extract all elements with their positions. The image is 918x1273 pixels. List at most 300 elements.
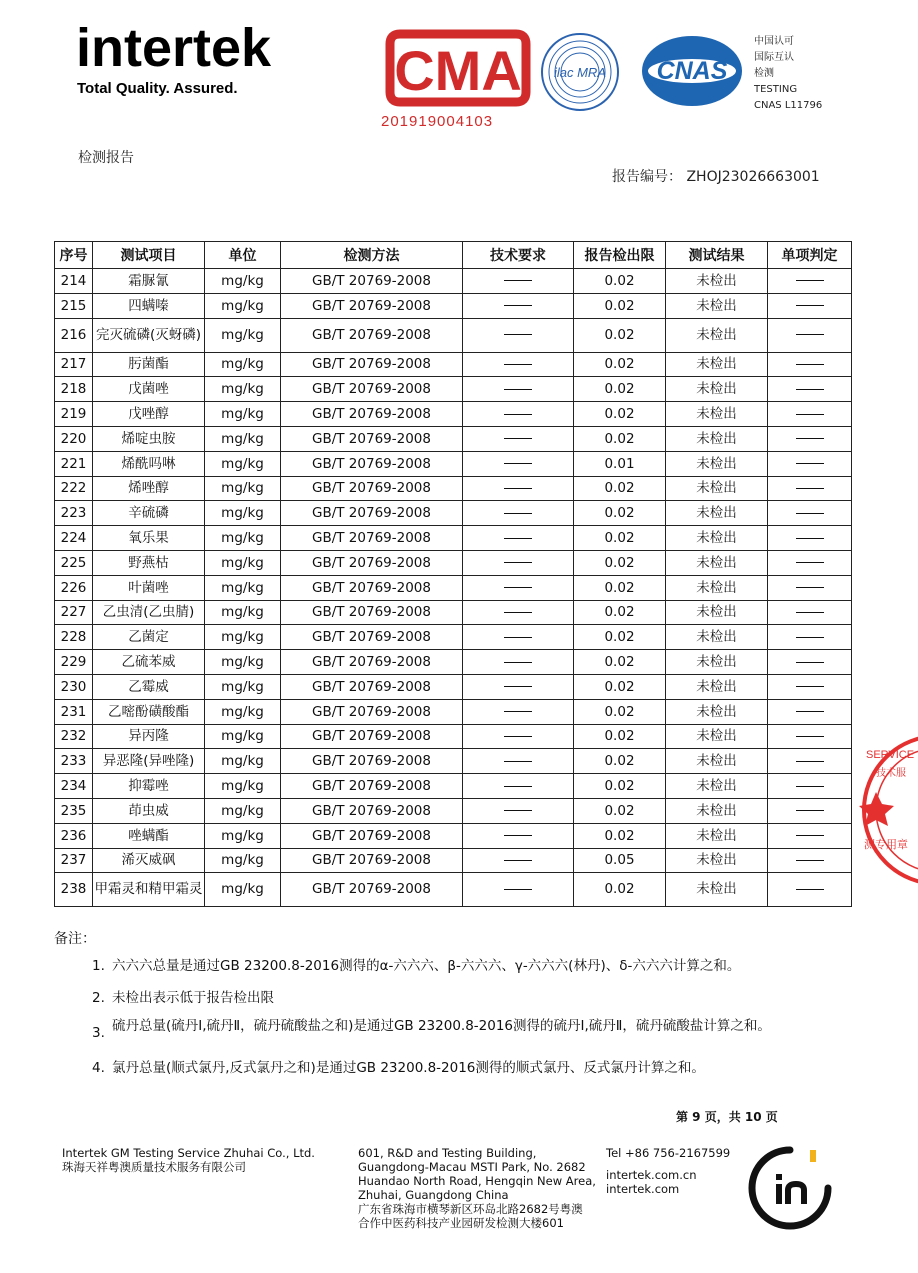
- dash-mark: [796, 538, 824, 539]
- note-item: [92, 1019, 852, 1041]
- dash-mark: [796, 736, 824, 737]
- test-method: GB/T 20769-2008: [281, 352, 463, 377]
- dash-mark: [796, 860, 824, 861]
- telephone: Tel +86 756-2167599: [606, 1146, 731, 1160]
- unit: mg/kg: [205, 798, 281, 823]
- intertek-tagline: Total Quality. Assured.: [77, 80, 238, 97]
- test-result: 未检出: [666, 451, 768, 476]
- test-method: GB/T 20769-2008: [281, 402, 463, 427]
- detection-limit: 0.02: [574, 402, 666, 427]
- results-table: [54, 241, 852, 907]
- item-judgement: [768, 674, 852, 699]
- row-number: 232: [55, 724, 93, 749]
- detection-limit: 0.02: [574, 501, 666, 526]
- row-number: 227: [55, 600, 93, 625]
- test-item: 肟菌酯: [93, 352, 205, 377]
- row-number: 229: [55, 650, 93, 675]
- dash-mark: [504, 562, 532, 563]
- cma-logo: [384, 28, 532, 108]
- table-row: [55, 501, 852, 526]
- unit: mg/kg: [205, 674, 281, 699]
- detection-limit: 0.02: [574, 873, 666, 907]
- unit: mg/kg: [205, 749, 281, 774]
- dash-mark: [796, 612, 824, 613]
- dash-mark: [504, 835, 532, 836]
- test-method: GB/T 20769-2008: [281, 600, 463, 625]
- company-seal-stamp: [858, 730, 918, 890]
- test-method: GB/T 20769-2008: [281, 873, 463, 907]
- test-method: GB/T 20769-2008: [281, 798, 463, 823]
- column-header: 报告检出限: [574, 242, 666, 269]
- ilac-label: ilac MRA: [553, 65, 607, 80]
- footer-address: [358, 1146, 596, 1230]
- test-method: GB/T 20769-2008: [281, 269, 463, 294]
- dash-mark: [796, 835, 824, 836]
- cnas-accreditation-text: [754, 34, 822, 114]
- detection-limit: 0.02: [574, 650, 666, 675]
- item-judgement: [768, 377, 852, 402]
- column-header: 单位: [205, 242, 281, 269]
- technical-requirement: [463, 501, 574, 526]
- dash-mark: [796, 364, 824, 365]
- technical-requirement: [463, 318, 574, 352]
- table-row: [55, 650, 852, 675]
- table-row: [55, 625, 852, 650]
- technical-requirement: [463, 402, 574, 427]
- item-judgement: [768, 798, 852, 823]
- detection-limit: 0.02: [574, 269, 666, 294]
- dash-mark: [504, 860, 532, 861]
- detection-limit: 0.02: [574, 749, 666, 774]
- technical-requirement: [463, 600, 574, 625]
- table-row: [55, 600, 852, 625]
- test-method: GB/T 20769-2008: [281, 318, 463, 352]
- cnas-text-line: 中国认可: [754, 36, 794, 47]
- technical-requirement: [463, 476, 574, 501]
- test-item: 烯酰吗啉: [93, 451, 205, 476]
- dash-mark: [796, 513, 824, 514]
- detection-limit: 0.02: [574, 600, 666, 625]
- item-judgement: [768, 269, 852, 294]
- test-method: GB/T 20769-2008: [281, 377, 463, 402]
- note-item: [92, 959, 852, 974]
- row-number: 235: [55, 798, 93, 823]
- dash-mark: [504, 736, 532, 737]
- row-number: 217: [55, 352, 93, 377]
- technical-requirement: [463, 575, 574, 600]
- item-judgement: [768, 526, 852, 551]
- item-judgement: [768, 476, 852, 501]
- test-item: 戊唑醇: [93, 402, 205, 427]
- unit: mg/kg: [205, 377, 281, 402]
- row-number: 230: [55, 674, 93, 699]
- item-judgement: [768, 293, 852, 318]
- test-result: 未检出: [666, 352, 768, 377]
- address-line: 合作中医药科技产业园研发检测大楼601: [358, 1216, 564, 1230]
- dash-mark: [504, 786, 532, 787]
- row-number: 231: [55, 699, 93, 724]
- item-judgement: [768, 749, 852, 774]
- item-judgement: [768, 699, 852, 724]
- row-number: 218: [55, 377, 93, 402]
- dash-mark: [504, 538, 532, 539]
- test-result: 未检出: [666, 526, 768, 551]
- website-link[interactable]: intertek.com.cn: [606, 1168, 697, 1182]
- detection-limit: 0.02: [574, 293, 666, 318]
- test-method: GB/T 20769-2008: [281, 625, 463, 650]
- dash-mark: [504, 711, 532, 712]
- test-result: 未检出: [666, 501, 768, 526]
- test-item: 霜脲氰: [93, 269, 205, 294]
- dash-mark: [504, 334, 532, 335]
- note-number: 4.: [92, 1060, 105, 1076]
- test-method: GB/T 20769-2008: [281, 293, 463, 318]
- detection-limit: 0.02: [574, 774, 666, 799]
- row-number: 228: [55, 625, 93, 650]
- table-row: [55, 550, 852, 575]
- technical-requirement: [463, 724, 574, 749]
- item-judgement: [768, 848, 852, 873]
- dash-mark: [504, 612, 532, 613]
- technical-requirement: [463, 774, 574, 799]
- test-method: GB/T 20769-2008: [281, 550, 463, 575]
- table-row: [55, 674, 852, 699]
- dash-mark: [796, 889, 824, 890]
- item-judgement: [768, 550, 852, 575]
- item-judgement: [768, 318, 852, 352]
- unit: mg/kg: [205, 293, 281, 318]
- dash-mark: [504, 637, 532, 638]
- unit: mg/kg: [205, 873, 281, 907]
- detection-limit: 0.02: [574, 526, 666, 551]
- test-item: 辛硫磷: [93, 501, 205, 526]
- dash-mark: [796, 637, 824, 638]
- test-item: 烯啶虫胺: [93, 426, 205, 451]
- unit: mg/kg: [205, 724, 281, 749]
- test-result: 未检出: [666, 318, 768, 352]
- unit: mg/kg: [205, 318, 281, 352]
- test-method: GB/T 20769-2008: [281, 774, 463, 799]
- note-number: 3.: [92, 1025, 105, 1041]
- cma-number: 201919004103: [381, 113, 494, 130]
- test-result: 未检出: [666, 699, 768, 724]
- note-text: 未检出表示低于报告检出限: [112, 990, 274, 1006]
- unit: mg/kg: [205, 823, 281, 848]
- table-row: [55, 402, 852, 427]
- dash-mark: [504, 389, 532, 390]
- column-header: 序号: [55, 242, 93, 269]
- row-number: 222: [55, 476, 93, 501]
- svg-text:技术服: 技术服: [876, 768, 906, 779]
- test-item: 完灭硫磷(灭蚜磷): [93, 318, 205, 352]
- test-method: GB/T 20769-2008: [281, 526, 463, 551]
- row-number: 234: [55, 774, 93, 799]
- column-header: 测试项目: [93, 242, 205, 269]
- row-number: 219: [55, 402, 93, 427]
- test-result: 未检出: [666, 426, 768, 451]
- dash-mark: [504, 488, 532, 489]
- column-header: 测试结果: [666, 242, 768, 269]
- test-method: GB/T 20769-2008: [281, 823, 463, 848]
- unit: mg/kg: [205, 451, 281, 476]
- ilac-mra-logo: [540, 32, 620, 112]
- test-result: 未检出: [666, 293, 768, 318]
- detection-limit: 0.02: [574, 575, 666, 600]
- table-row: [55, 377, 852, 402]
- row-number: 238: [55, 873, 93, 907]
- unit: mg/kg: [205, 476, 281, 501]
- table-row: [55, 873, 852, 907]
- technical-requirement: [463, 269, 574, 294]
- test-result: 未检出: [666, 674, 768, 699]
- svg-text:测专用章: 测专用章: [864, 838, 908, 851]
- test-result: 未检出: [666, 650, 768, 675]
- table-row: [55, 575, 852, 600]
- note-text: 硫丹总量(硫丹Ⅰ,硫丹Ⅱ，硫丹硫酸盐之和)是通过GB 23200.8-2016测得的硫丹Ⅰ,硫丹Ⅱ，硫丹硫酸盐计算之和。: [112, 1018, 771, 1034]
- table-row: [55, 724, 852, 749]
- technical-requirement: [463, 451, 574, 476]
- dash-mark: [796, 761, 824, 762]
- table-row: [55, 293, 852, 318]
- dash-mark: [796, 662, 824, 663]
- notes-label: 备注：: [54, 931, 96, 947]
- unit: mg/kg: [205, 402, 281, 427]
- unit: mg/kg: [205, 575, 281, 600]
- note-item: [92, 991, 852, 1006]
- detection-limit: 0.02: [574, 318, 666, 352]
- dash-mark: [796, 280, 824, 281]
- unit: mg/kg: [205, 269, 281, 294]
- note-number: 1.: [92, 958, 105, 974]
- row-number: 233: [55, 749, 93, 774]
- row-number: 221: [55, 451, 93, 476]
- test-method: GB/T 20769-2008: [281, 501, 463, 526]
- table-body: [55, 269, 852, 907]
- company-name-cn: 珠海天祥粤澳质量技术服务有限公司: [62, 1160, 246, 1174]
- test-result: 未检出: [666, 625, 768, 650]
- test-item: 叶菌唑: [93, 575, 205, 600]
- footer-company: [62, 1146, 315, 1174]
- table-row: [55, 269, 852, 294]
- test-result: 未检出: [666, 873, 768, 907]
- test-method: GB/T 20769-2008: [281, 699, 463, 724]
- test-result: 未检出: [666, 600, 768, 625]
- test-result: 未检出: [666, 724, 768, 749]
- dash-mark: [504, 889, 532, 890]
- address-line: Zhuhai, Guangdong China: [358, 1188, 509, 1202]
- note-text: 氯丹总量(顺式氯丹,反式氯丹之和)是通过GB 23200.8-2016测得的顺式氯丹、反式氯丹计算之和。: [112, 1060, 705, 1076]
- item-judgement: [768, 625, 852, 650]
- item-judgement: [768, 873, 852, 907]
- row-number: 223: [55, 501, 93, 526]
- unit: mg/kg: [205, 774, 281, 799]
- dash-mark: [504, 761, 532, 762]
- item-judgement: [768, 724, 852, 749]
- page-number: 第 9 页，共 10 页: [676, 1110, 778, 1124]
- test-item: 戊菌唑: [93, 377, 205, 402]
- test-result: 未检出: [666, 774, 768, 799]
- row-number: 236: [55, 823, 93, 848]
- dash-mark: [504, 305, 532, 306]
- detection-limit: 0.02: [574, 798, 666, 823]
- test-item: 氧乐果: [93, 526, 205, 551]
- note-item: [92, 1061, 852, 1076]
- unit: mg/kg: [205, 600, 281, 625]
- test-result: 未检出: [666, 269, 768, 294]
- table-row: [55, 848, 852, 873]
- test-item: 烯唑醇: [93, 476, 205, 501]
- technical-requirement: [463, 798, 574, 823]
- unit: mg/kg: [205, 501, 281, 526]
- detection-limit: 0.05: [574, 848, 666, 873]
- test-result: 未检出: [666, 575, 768, 600]
- dash-mark: [796, 438, 824, 439]
- item-judgement: [768, 501, 852, 526]
- test-method: GB/T 20769-2008: [281, 848, 463, 873]
- report-number: 报告编号： ZHOJ23026663001: [612, 169, 820, 185]
- dash-mark: [796, 389, 824, 390]
- detection-limit: 0.02: [574, 674, 666, 699]
- item-judgement: [768, 600, 852, 625]
- technical-requirement: [463, 823, 574, 848]
- cnas-logo: [640, 34, 744, 108]
- footer-contact: [606, 1146, 730, 1196]
- unit: mg/kg: [205, 352, 281, 377]
- dash-mark: [504, 513, 532, 514]
- test-item: 唑螨酯: [93, 823, 205, 848]
- test-item: 异恶隆(异唑隆): [93, 749, 205, 774]
- item-judgement: [768, 451, 852, 476]
- cnas-text-line: TESTING: [754, 84, 798, 95]
- test-item: 异丙隆: [93, 724, 205, 749]
- detection-limit: 0.02: [574, 352, 666, 377]
- dash-mark: [796, 810, 824, 811]
- dash-mark: [504, 414, 532, 415]
- test-item: 乙霉威: [93, 674, 205, 699]
- test-result: 未检出: [666, 823, 768, 848]
- website-link[interactable]: intertek.com: [606, 1182, 680, 1196]
- detection-limit: 0.02: [574, 476, 666, 501]
- dash-mark: [796, 711, 824, 712]
- detection-limit: 0.02: [574, 377, 666, 402]
- row-number: 216: [55, 318, 93, 352]
- item-judgement: [768, 774, 852, 799]
- dash-mark: [796, 414, 824, 415]
- test-item: 乙硫苯威: [93, 650, 205, 675]
- dash-mark: [504, 587, 532, 588]
- company-name-en: Intertek GM Testing Service Zhuhai Co., Ltd.: [62, 1146, 315, 1160]
- column-header: 技术要求: [463, 242, 574, 269]
- row-number: 224: [55, 526, 93, 551]
- technical-requirement: [463, 352, 574, 377]
- test-result: 未检出: [666, 476, 768, 501]
- cnas-text-line: 国际互认: [754, 52, 794, 63]
- test-result: 未检出: [666, 377, 768, 402]
- test-method: GB/T 20769-2008: [281, 724, 463, 749]
- detection-limit: 0.01: [574, 451, 666, 476]
- test-method: GB/T 20769-2008: [281, 749, 463, 774]
- cnas-label: CNAS: [656, 57, 728, 85]
- address-line: 广东省珠海市横琴新区环岛北路2682号粤澳: [358, 1202, 583, 1216]
- test-item: 茚虫威: [93, 798, 205, 823]
- column-header: 单项判定: [768, 242, 852, 269]
- cnas-text-line: 检测: [754, 68, 774, 79]
- unit: mg/kg: [205, 848, 281, 873]
- test-item: 乙嘧酚磺酸酯: [93, 699, 205, 724]
- row-number: 214: [55, 269, 93, 294]
- test-method: GB/T 20769-2008: [281, 674, 463, 699]
- row-number: 225: [55, 550, 93, 575]
- detection-limit: 0.02: [574, 550, 666, 575]
- note-number: 2.: [92, 990, 105, 1006]
- test-method: GB/T 20769-2008: [281, 451, 463, 476]
- unit: mg/kg: [205, 625, 281, 650]
- dash-mark: [796, 305, 824, 306]
- unit: mg/kg: [205, 526, 281, 551]
- technical-requirement: [463, 293, 574, 318]
- technical-requirement: [463, 625, 574, 650]
- dash-mark: [796, 587, 824, 588]
- address-line: 601, R&D and Testing Building,: [358, 1146, 537, 1160]
- item-judgement: [768, 352, 852, 377]
- technical-requirement: [463, 699, 574, 724]
- table-row: [55, 798, 852, 823]
- unit: mg/kg: [205, 699, 281, 724]
- dash-mark: [796, 488, 824, 489]
- table-row: [55, 352, 852, 377]
- dash-mark: [504, 662, 532, 663]
- unit: mg/kg: [205, 550, 281, 575]
- detection-limit: 0.02: [574, 823, 666, 848]
- test-item: 抑霉唑: [93, 774, 205, 799]
- test-result: 未检出: [666, 848, 768, 873]
- row-number: 215: [55, 293, 93, 318]
- cnas-text-line: CNAS L11796: [754, 100, 823, 111]
- table-row: [55, 823, 852, 848]
- technical-requirement: [463, 848, 574, 873]
- test-method: GB/T 20769-2008: [281, 650, 463, 675]
- dash-mark: [796, 334, 824, 335]
- dash-mark: [796, 686, 824, 687]
- column-header: 检测方法: [281, 242, 463, 269]
- table-row: [55, 749, 852, 774]
- detection-limit: 0.02: [574, 724, 666, 749]
- table-row: [55, 318, 852, 352]
- technical-requirement: [463, 674, 574, 699]
- intertek-logo: intertek: [76, 18, 272, 78]
- table-row: [55, 476, 852, 501]
- test-item: 浠灭威砜: [93, 848, 205, 873]
- item-judgement: [768, 402, 852, 427]
- dash-mark: [504, 280, 532, 281]
- row-number: 220: [55, 426, 93, 451]
- cma-label: CMA: [394, 39, 522, 102]
- unit: mg/kg: [205, 426, 281, 451]
- technical-requirement: [463, 873, 574, 907]
- table-row: [55, 451, 852, 476]
- table-row: [55, 774, 852, 799]
- technical-requirement: [463, 426, 574, 451]
- test-item: 四螨嗪: [93, 293, 205, 318]
- row-number: 237: [55, 848, 93, 873]
- technical-requirement: [463, 550, 574, 575]
- table-row: [55, 426, 852, 451]
- item-judgement: [768, 650, 852, 675]
- dash-mark: [796, 463, 824, 464]
- technical-requirement: [463, 377, 574, 402]
- test-result: 未检出: [666, 798, 768, 823]
- row-number: 226: [55, 575, 93, 600]
